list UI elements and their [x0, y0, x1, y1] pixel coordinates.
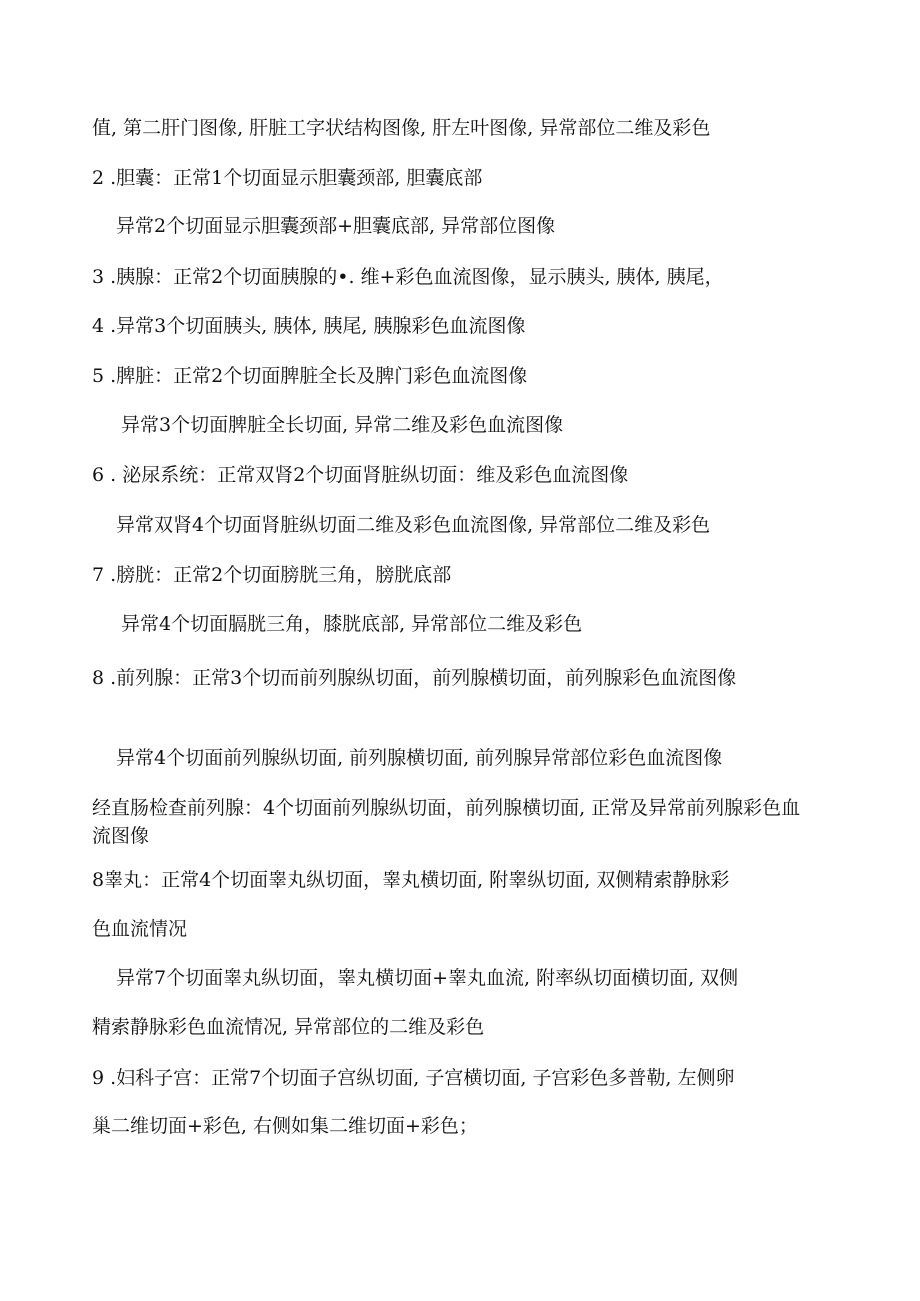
- text-line-4: 3 .胰腺：正常2个切面胰腺的•. 维+彩色血流图像，显示胰头, 胰体, 胰尾，: [92, 266, 724, 288]
- text-line-12: 8 .前列腺：正常3个切而前列腺纵切面，前列腺横切面，前列腺彩色血流图像: [92, 667, 737, 689]
- text-line-3: 异常2个切面显示胆囊颈部+胆囊底部, 异常部位图像: [116, 215, 556, 237]
- text-line-18: 精索静脉彩色血流情况, 异常部位的二维及彩色: [92, 1016, 485, 1038]
- text-line-8: 6 . 泌尿系统：正常双肾2个切面肾脏纵切面：维及彩色血流图像: [92, 464, 629, 486]
- text-line-15: 8睾丸：正常4个切面睾丸纵切面，睾丸横切面, 附睾纵切面, 双侧精索静脉彩: [92, 869, 730, 891]
- text-line-20: 巢二维切面+彩色, 右侧如集二维切面+彩色；: [92, 1115, 478, 1137]
- text-line-6: 5 .脾脏：正常2个切面脾脏全长及脾门彩色血流图像: [92, 365, 528, 387]
- text-line-19: 9 .妇科子宫：正常7个切面子宫纵切面, 子宫横切面, 子宫彩色多普勒, 左侧卵: [92, 1067, 735, 1089]
- text-line-9: 异常双肾4个切面肾脏纵切面二维及彩色血流图像, 异常部位二维及彩色: [116, 514, 711, 536]
- text-line-7: 异常3个切面脾脏全长切面, 异常二维及彩色血流图像: [121, 414, 564, 436]
- text-line-11: 异常4个切面膈胱三角，膝胱底部, 异常部位二维及彩色: [121, 613, 583, 635]
- text-line-2: 2 .胆囊：正常1个切面显示胆囊颈部, 胆囊底部: [92, 167, 483, 189]
- text-line-16: 色血流情况: [92, 918, 188, 940]
- text-line-17: 异常7个切面睾丸纵切面，睾丸横切面+睾丸血流, 附率纵切面横切面, 双侧: [116, 967, 739, 989]
- text-line-1: 值, 第二肝门图像, 肝脏工字状结构图像, 肝左叶图像, 异常部位二维及彩色: [92, 117, 711, 139]
- text-line-5: 4 .异常3个切面胰头, 胰体, 胰尾, 胰腺彩色血流图像: [92, 315, 526, 337]
- text-line-10: 7 .膀胱：正常2个切面膀胱三角，膀胱底部: [92, 564, 452, 586]
- text-line-14: 经直肠检查前列腺：4个切面前列腺纵切面，前列腺横切面, 正常及异常前列腺彩色血流图像: [92, 797, 801, 847]
- text-line-13: 异常4个切面前列腺纵切面, 前列腺横切面, 前列腺异常部位彩色血流图像: [116, 747, 723, 769]
